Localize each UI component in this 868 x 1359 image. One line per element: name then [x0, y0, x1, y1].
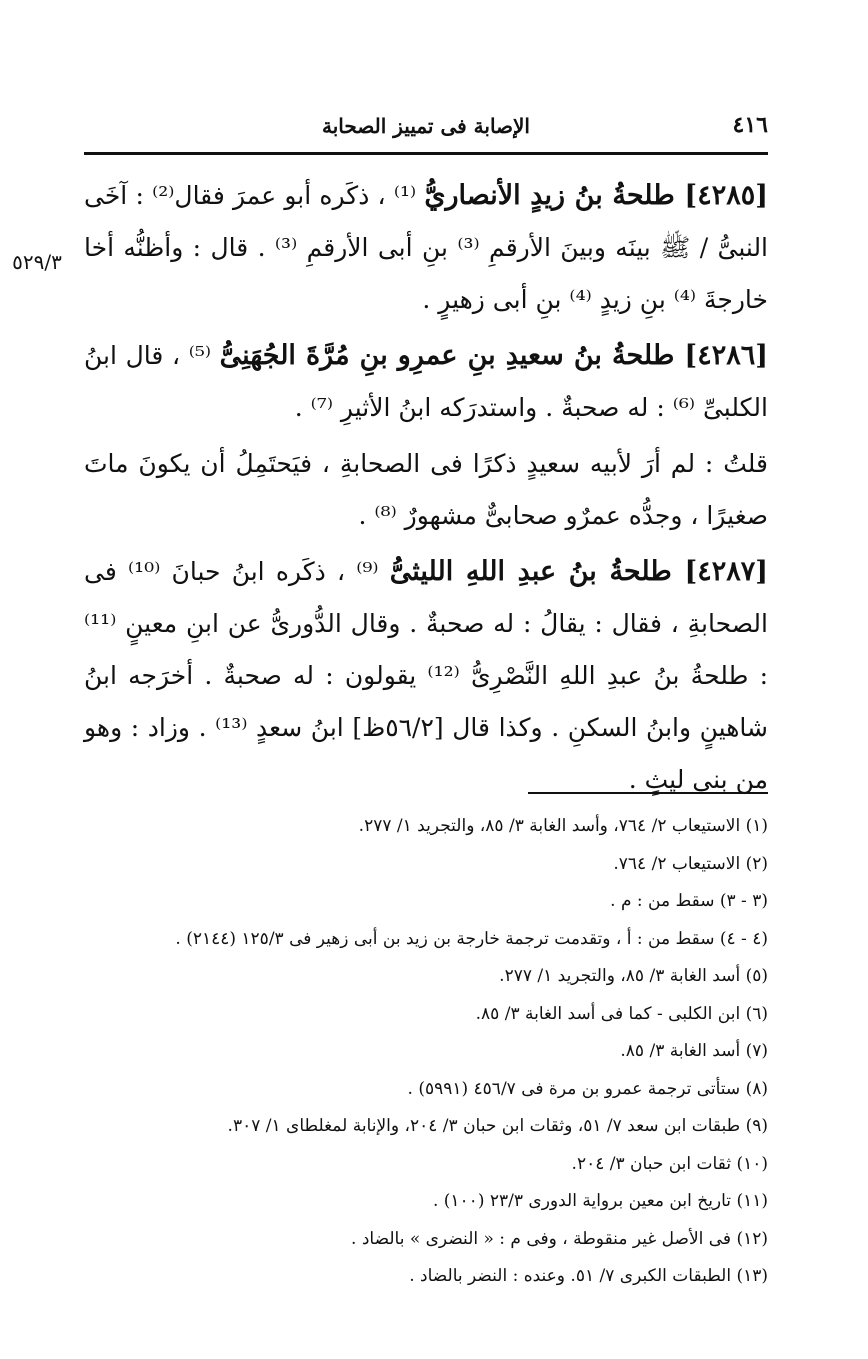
entry-heading: [٤٢٨٧] طلحةُ بنُ عبدِ اللهِ الليثىُّ	[389, 556, 769, 587]
entry-4287	[84, 546, 768, 806]
footnote: (٦) ابن الكلبى - كما فى أسد الغابة ٣/ ٨٥.	[475, 1003, 768, 1024]
footnote: (٤ - ٤) سقط من : أ ، وتقدمت ترجمة خارجة بن زيد بن أبى زهير فى ١٢٥/٣ (٢١٤٤) .	[175, 928, 768, 949]
entry-4286	[84, 330, 768, 434]
entry-heading: [٤٢٨٥] طلحةُ بنُ زيدٍ الأنصاريُّ	[424, 180, 768, 211]
main-text	[84, 170, 768, 810]
footnotes-rule	[528, 792, 768, 794]
footnote: (١٠) ثقات ابن حبان ٣/ ٢٠٤.	[571, 1153, 768, 1174]
footnote: (١٣) الطبقات الكبرى ٧/ ٥١. وعنده : النضر بالضاد .	[409, 1266, 768, 1286]
entry-text: ⁽¹⁾ ، ذكَره أبو عمرَ فقال⁽²⁾ : آخَى النبىُّ / ﷺ بينَه وبينَ الأرقمِ ⁽³⁾ بنِ أبى الأرقمِ ⁽³⁾ . قال : وأظنُّه أخا خارجةَ ⁽⁴⁾ بنِ زيدٍ ⁽⁴⁾ بنِ أبى زهيرٍ .	[84, 181, 769, 314]
footnotes-list	[84, 808, 768, 1296]
entry-heading: [٤٢٨٦] طلحةُ بنُ سعيدِ بنِ عمرِو بنِ مُرَّةَ الجُهَنِىُّ	[219, 340, 768, 371]
footnote: (٥) أسد الغابة ٣/ ٨٥، والتجريد ١/ ٢٧٧.	[499, 966, 768, 986]
header-rule	[84, 152, 768, 155]
footnote: (٨) ستأتى ترجمة عمرو بن مرة فى ٤٥٦/٧ (٥٩٩١) .	[407, 1078, 768, 1099]
entry-4285	[84, 170, 768, 326]
margin-reference: ٥٢٩/٣	[12, 250, 62, 274]
footnote: (٢) الاستيعاب ٢/ ٧٦٤.	[613, 853, 768, 874]
footnote: (١٢) فى الأصل غير منقوطة ، وفى م : « النضرى » بالضاد .	[351, 1228, 768, 1249]
footnote: (١١) تاريخ ابن معين برواية الدورى ٢٣/٣ (١٠٠) .	[432, 1191, 768, 1211]
entry-text: قلتُ : لم أرَ لأبيه سعيدٍ ذكرًا فى الصحابةِ ، فيَحتَمِلُ أن يكونَ ماتَ صغيرًا ، وجدُّه عمرٌو صحابىٌّ مشهورٌ ⁽⁸⁾ .	[84, 449, 768, 530]
page-header	[84, 112, 768, 144]
entry-text: ⁽⁵⁾ ، قال ابنُ الكلبىِّ ⁽⁶⁾ : له صحبةٌ . واستدرَكه ابنُ الأثيرِ ⁽⁷⁾ .	[84, 341, 768, 422]
page-number: ٤١٦	[732, 112, 768, 138]
footnote: (٣ - ٣) سقط من : م .	[610, 891, 768, 911]
footnote: (٩) طبقات ابن سعد ٧/ ٥١، وثقات ابن حبان ٣/ ٢٠٤، والإنابة لمغلطاى ١/ ٣٠٧.	[227, 1116, 768, 1136]
footnote: (١) الاستيعاب ٢/ ٧٦٤، وأسد الغابة ٣/ ٨٥، والتجريد ١/ ٢٧٧.	[358, 816, 768, 836]
running-title: الإصابة فى تمييز الصحابة	[322, 114, 530, 138]
entry-text: ⁽⁹⁾ ، ذكَره ابنُ حبانَ ⁽¹⁰⁾ فى الصحابةِ ، فقال : يقالُ : له صحبةٌ . وقال الدُّورىُّ عن ابنِ معينٍ ⁽¹¹⁾ : طلحةُ بنُ عبدِ اللهِ النَّصْرِىُّ ⁽¹²⁾ يقولون : له صحبةٌ . أخرَجه ابنُ شاهينٍ وابنُ السكنِ . وكذا قال [٥٦/٢ظ] ابنُ سعدٍ ⁽¹³⁾ . وزاد : وهو من بنى ليثٍ .	[84, 557, 769, 794]
footnote: (٧) أسد الغابة ٣/ ٨٥.	[620, 1041, 768, 1061]
commentary-paragraph	[84, 438, 768, 542]
